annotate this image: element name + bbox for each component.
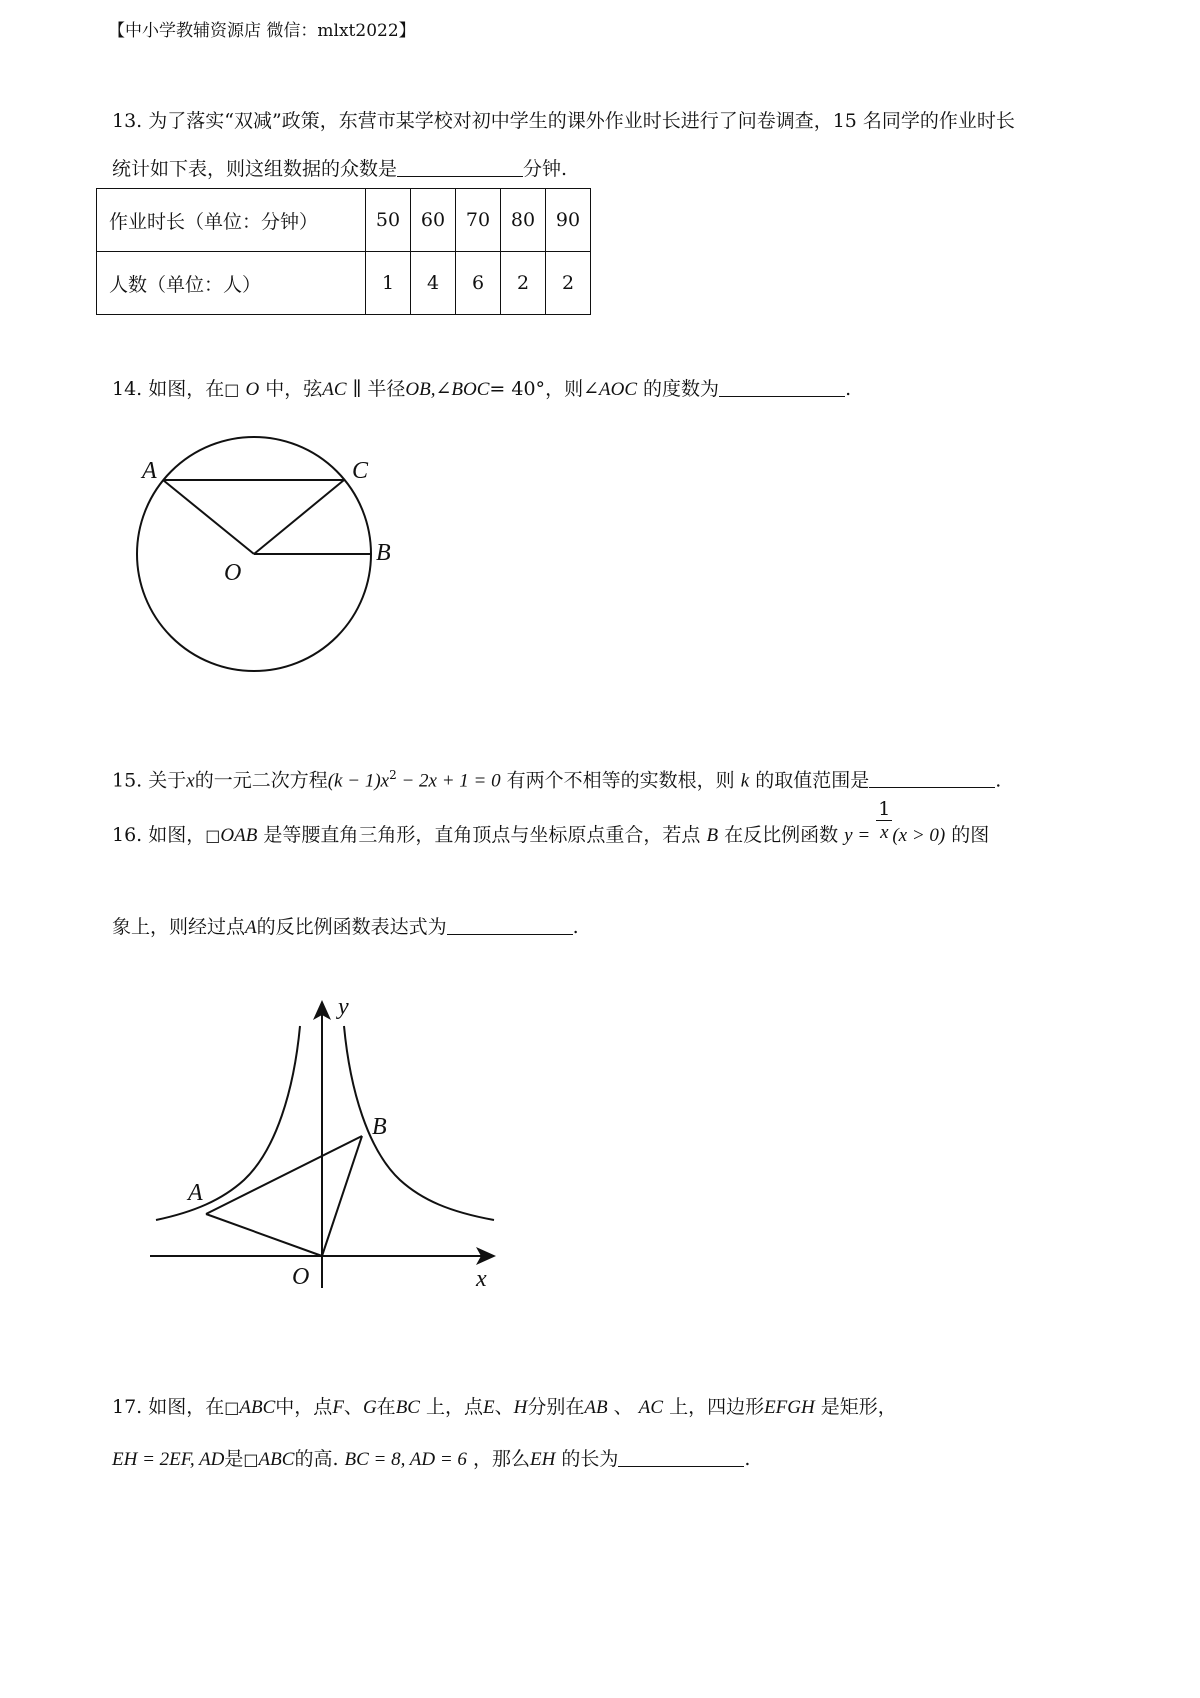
axis-label-y: y: [338, 994, 349, 1020]
question-17-text: 中，点: [275, 1396, 333, 1418]
question-13-number: 13.: [112, 110, 143, 132]
table-header-cell: 作业时长（单位：分钟）: [97, 189, 366, 252]
question-14-number: 14.: [112, 378, 143, 400]
triangle-name: OAB: [220, 825, 258, 846]
table-cell: 4: [411, 252, 456, 315]
equation-exponent: 2: [389, 768, 397, 782]
missing-glyph-icon: □: [224, 380, 240, 399]
triangle-name: ABC: [239, 1397, 276, 1418]
question-14-text: 的度数为: [643, 378, 720, 400]
question-16-period: .: [572, 916, 579, 938]
hyperbola-left-branch: [156, 1026, 300, 1220]
segment-oa: [206, 1214, 322, 1256]
point-label-b: B: [372, 1114, 387, 1140]
circle-name: O: [245, 379, 260, 400]
question-16-text: 的图: [951, 824, 990, 846]
question-13-text: 为了落实“双减”政策，东营市某学校对初中学生的课外作业时长进行了问卷调查，15 名同学的作业时长: [148, 110, 1015, 132]
triangle-name: ABC: [258, 1449, 295, 1470]
separator: 、: [494, 1396, 514, 1418]
question-17-line-1: [112, 1394, 897, 1421]
question-14-text: 中，弦: [265, 378, 323, 400]
point-f: F: [332, 1397, 344, 1418]
table-cell: 1: [366, 252, 411, 315]
segment-ac: AC: [638, 1397, 664, 1418]
question-14-text: 如图，在: [148, 378, 225, 400]
fraction-numerator: 1: [878, 798, 891, 820]
question-17-text: 的长为: [561, 1448, 619, 1470]
equation: (k − 1)x: [327, 770, 390, 792]
separator: 、: [613, 1396, 633, 1418]
table-cell: 50: [366, 189, 411, 252]
question-17-text: 上，点: [426, 1396, 484, 1418]
math-expression: BC = 8, AD = 6: [344, 1449, 467, 1470]
answer-blank-17[interactable]: [618, 1446, 744, 1467]
question-13-unit: 分钟.: [523, 158, 568, 180]
missing-glyph-icon: □: [243, 1450, 259, 1469]
axis-label-x: x: [476, 1266, 487, 1292]
separator: 、: [343, 1396, 363, 1418]
point-h: H: [513, 1397, 528, 1418]
question-14-text: ，则: [545, 378, 584, 400]
table-cell: 6: [456, 252, 501, 315]
segment-eh: EH: [530, 1449, 556, 1470]
point-e: E: [483, 1397, 495, 1418]
point-label-o: O: [224, 560, 242, 586]
question-16-text: 如图，: [148, 824, 206, 846]
fraction-denominator: x: [880, 822, 889, 843]
math-expression: = 40°: [489, 378, 546, 400]
question-17-text: 是矩形，: [820, 1396, 897, 1418]
question-15-text: 的取值范围是: [755, 769, 870, 792]
segment-bc: BC: [395, 1397, 420, 1418]
point-g: G: [362, 1397, 377, 1418]
hyperbola-right-branch: [344, 1026, 494, 1220]
domain-condition: (x > 0): [892, 825, 946, 846]
question-15-text: 关于: [148, 769, 187, 792]
table-cell: 2: [546, 252, 591, 315]
variable-k: k: [740, 770, 750, 792]
question-16-text: 在反比例函数: [724, 824, 839, 846]
page-header: 【中小学教辅资源店 微信：mlxt2022】: [108, 21, 416, 41]
table-cell: 70: [456, 189, 501, 252]
table-cell: 2: [501, 252, 546, 315]
question-15-text: 的一元二次方程: [194, 769, 328, 792]
chord-name: AC: [322, 379, 347, 400]
function-lhs: y =: [844, 825, 871, 846]
missing-glyph-icon: □: [205, 826, 221, 845]
equation: − 2x + 1 = 0: [396, 770, 501, 792]
missing-glyph-icon: □: [224, 1398, 240, 1417]
table-header-cell: 人数（单位：人）: [97, 252, 366, 315]
question-17-text: 是: [224, 1448, 244, 1470]
question-16-text: 的反比例函数表达式为: [256, 916, 447, 938]
math-expression: ∠AOC: [583, 379, 637, 400]
question-16-text: 象上，则经过点: [112, 916, 246, 938]
question-14-period: .: [845, 378, 852, 400]
point-label-a: A: [188, 1180, 203, 1206]
rectangle-name: EFGH: [764, 1397, 815, 1418]
question-17-number: 17.: [112, 1396, 143, 1418]
question-14-text: 半径: [367, 378, 406, 400]
question-15-number: 15.: [112, 769, 143, 792]
question-16-number: 16.: [112, 824, 143, 846]
segment-ab: [206, 1136, 362, 1214]
point-label-o: O: [292, 1264, 310, 1290]
question-15-period: .: [995, 769, 1002, 792]
point-label-c: C: [352, 458, 369, 484]
variable-x: x: [186, 770, 195, 792]
table-cell: 60: [411, 189, 456, 252]
question-17-text: 在: [376, 1396, 396, 1418]
question-17-text: 的高.: [294, 1448, 339, 1470]
math-expression: EH = 2EF, AD: [112, 1449, 225, 1470]
question-17-text: 上，四边形: [669, 1396, 765, 1418]
question-17-text: 分别在: [527, 1396, 585, 1418]
question-17-text: ，那么: [472, 1448, 530, 1470]
parallel-symbol: ∥: [352, 378, 362, 400]
segment-ab: AB: [584, 1397, 608, 1418]
point-label-b: B: [376, 540, 391, 566]
point-b: B: [706, 825, 719, 846]
question-16-text: 是等腰直角三角形，直角顶点与坐标原点重合，若点: [263, 824, 701, 846]
table-cell: 80: [501, 189, 546, 252]
question-17-period: .: [744, 1448, 751, 1470]
question-17-line-2: [112, 1446, 750, 1473]
question-13-text-2: 统计如下表，则这组数据的众数是: [112, 158, 398, 180]
question-17-text: 如图，在: [148, 1396, 225, 1418]
math-expression: OB,∠BOC: [405, 379, 490, 400]
point-a: A: [245, 917, 257, 938]
question-15-text: 有两个不相等的实数根，则: [506, 769, 735, 792]
table-cell: 90: [546, 189, 591, 252]
point-label-a: A: [142, 458, 157, 484]
